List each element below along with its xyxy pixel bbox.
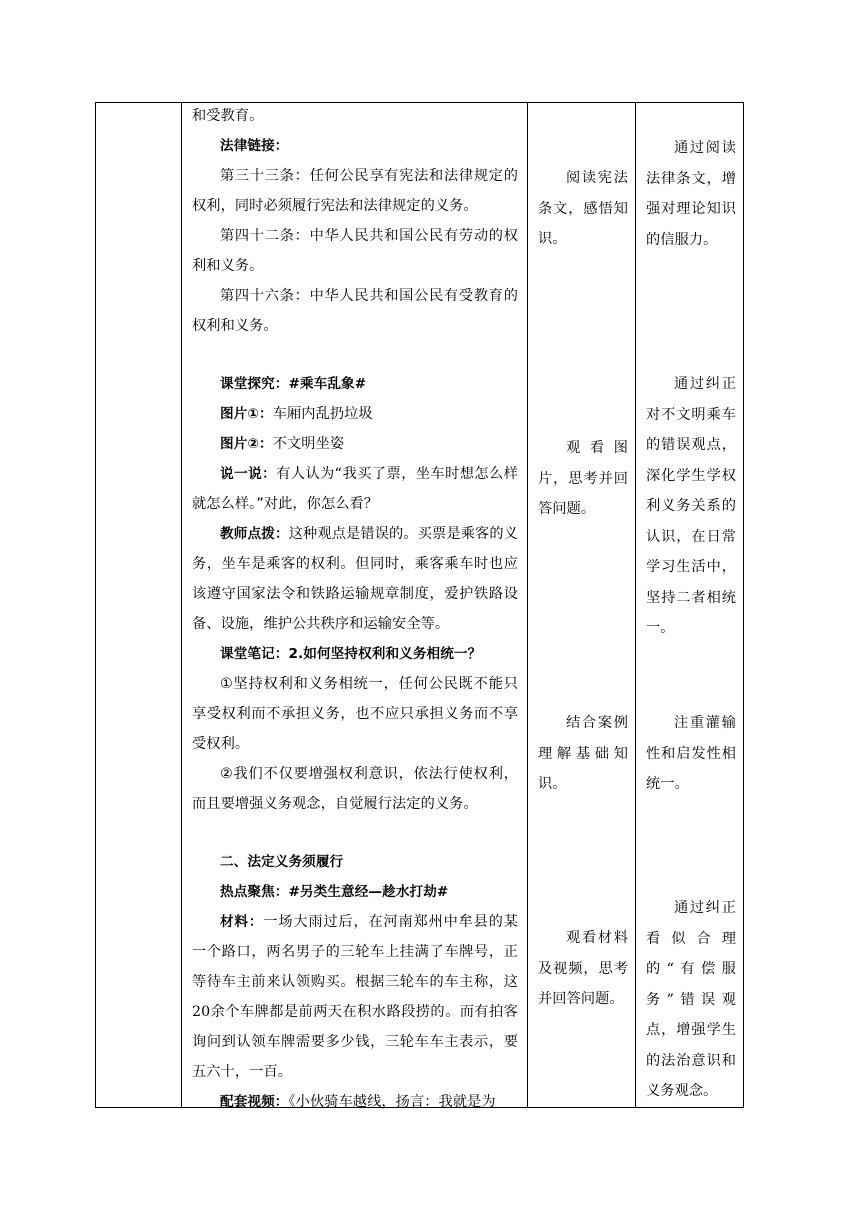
teaching-content-column	[182, 103, 528, 1110]
hot-topic-heading: 热点聚焦：#另类生意经—趁水打劫#	[220, 884, 449, 900]
video-paragraph: 配套视频：《小伙骑车越线，扬言：我就是为	[220, 1094, 496, 1110]
teacher-tip-paragraph: 教师点拨：这种观点是错误的。买票是乘客的义务，坐车是乘客的权利。但同时，乘客乘车时也应该遵守国家法令和铁路运输规章制度，爱护铁路设备、设施，维护公共秩序和运输安全等。	[192, 526, 518, 632]
lesson-table	[95, 102, 744, 1108]
article-42: 第四十二条：中华人民共和国公民有劳动的权利和义务。	[192, 228, 518, 274]
law-link-heading: 法律链接：	[220, 138, 289, 154]
note-point-1: ①坚持权利和义务相统一，任何公民既不能只享受权利而不承担义务，也不应只承担义务而不享受权利。	[192, 676, 518, 752]
picture-2: 图片②：不文明坐姿	[220, 436, 345, 452]
class-explore-heading: 课堂探究：#乘车乱象#	[220, 376, 367, 392]
paragraph: 和受教育。	[192, 108, 264, 124]
student-activity-3: 结合案例理解基础知识。	[538, 715, 628, 792]
design-intent-column	[636, 103, 744, 1107]
picture-1: 图片①：车厢内乱扔垃圾	[220, 406, 373, 422]
note-point-2: ②我们不仅要增强权利意识，依法行使权利，而且要增强义务观念，自觉履行法定的义务。	[192, 766, 518, 812]
article-33: 第三十三条：任何公民享有宪法和法律规定的权利，同时必须履行宪法和法律规定的义务。	[192, 168, 518, 214]
article-46: 第四十六条：中华人民共和国公民有受教育的权利和义务。	[192, 288, 518, 334]
section-heading: 二、法定义务须履行	[220, 854, 344, 870]
material-paragraph: 材料：一场大雨过后，在河南郑州中牟县的某一个路口，两名男子的三轮车上挂满了车牌号，正等待车主前来认领购买。根据三轮车的车主称，这20余个车牌都是前两天在积水路段捞的。而有拍客询问到认领车牌需要多少钱，三轮车车主表示，要五六十，一百。	[192, 914, 518, 1080]
class-note-heading: 课堂笔记：2.如何坚持权利和义务相统一？	[220, 646, 482, 662]
student-activity-2: 观看图片，思考并回答问题。	[538, 440, 628, 517]
student-activity-column	[528, 103, 636, 1107]
student-activity-4: 观看材料及视频，思考并回答问题。	[538, 930, 628, 1007]
design-intent-1: 通过阅读法律条文，增强对理论知识的信服力。	[646, 140, 736, 248]
say-paragraph: 说一说：有人认为“我买了票，坐车时想怎么样就怎么样。”对此，你怎么看？	[192, 466, 518, 512]
student-activity-1: 阅读宪法条文，感悟知识。	[538, 170, 628, 247]
design-intent-4: 通过纠正看似合理的“有偿服务”错误观点，增强学生的法治意识和义务观念。	[646, 900, 736, 1099]
design-intent-3: 注重灌输性和启发性相统一。	[646, 715, 736, 792]
design-intent-2: 通过纠正对不文明乘车的错误观点，深化学生学权利义务关系的认识，在日常学习生活中，坚持二者相统一。	[646, 376, 736, 636]
